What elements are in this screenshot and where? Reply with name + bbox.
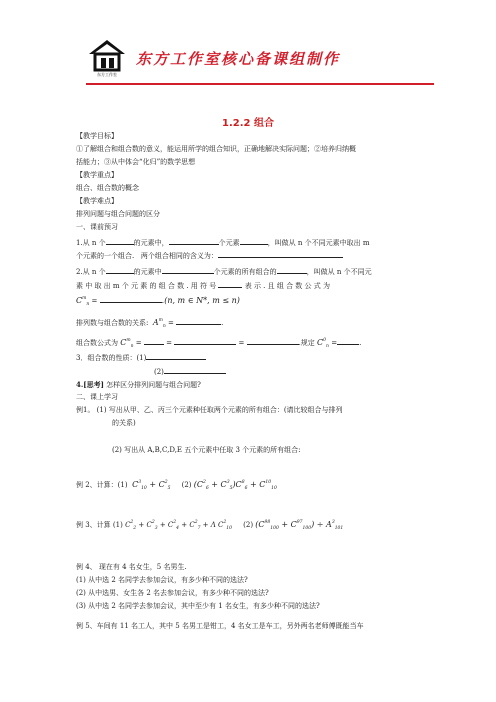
blank <box>176 317 221 325</box>
equals-sign: = <box>168 319 174 327</box>
section-heading: 【教学目标】 <box>76 132 118 140</box>
text-line: 括能力；③从中体会“化归”的数学思想 <box>76 158 196 166</box>
fill-line <box>76 237 369 248</box>
text-fragment: 素 中 取 出 m 个 元 素 的 组 合 数 . 用 符 号 <box>76 282 217 290</box>
blank <box>146 352 206 360</box>
combination-expression: $C^2_2 + C^2_3 + C^2_4 + C^2_7 + \Lambda$ $C^2_{10}$ <box>125 520 232 531</box>
equals-sign: = <box>91 297 98 305</box>
blank <box>218 280 242 288</box>
text-fragment: 个元素 <box>218 239 240 247</box>
text-fragment: 的元素中， <box>133 239 169 247</box>
text-line: 的关系) <box>112 419 136 427</box>
formula-line <box>76 518 343 533</box>
text-line: 排列问题与组合问题的区分 <box>76 210 160 218</box>
header-banner <box>86 36 436 86</box>
fill-line <box>76 250 343 261</box>
blank <box>240 237 268 245</box>
formula-line <box>76 294 240 309</box>
text-line <box>76 380 201 390</box>
section-heading: 一、课前预习 <box>76 223 118 231</box>
text-fragment: 1.从 n 个 <box>76 239 106 247</box>
text-fragment: 的元素中 <box>133 268 162 276</box>
text-line: (1) 从中选 2 名同学去参加会议，有多少种不同的选法? <box>76 576 248 584</box>
blank <box>106 237 134 245</box>
formula-line <box>76 478 277 493</box>
blank <box>218 250 343 258</box>
blank <box>106 266 134 274</box>
section-heading: 二、课上学习 <box>76 393 118 401</box>
text-line: 组合、组合数的概念 <box>76 184 139 192</box>
text-fragment: 组合数公式为 <box>76 339 118 347</box>
fill-line <box>76 266 372 277</box>
think-label: 4.[思考] <box>76 380 104 389</box>
fill-line <box>76 280 330 291</box>
text-fragment: (2) <box>243 521 254 529</box>
combination-symbol: $C^0_n$ <box>317 338 329 349</box>
blank <box>164 366 226 374</box>
combination-symbol: $C^m_n$ <box>76 296 90 307</box>
text-fragment: 怎样区分排列问题与组合问题? <box>106 381 201 389</box>
text-line: 例 4、 现在有 4 名女生，5 名男生. <box>76 563 187 571</box>
text-fragment: 排列数与组合数的关系: <box>76 319 149 327</box>
header-divider <box>86 83 434 85</box>
page-title: 1.2.2 组合 <box>222 118 274 129</box>
text-line: (3) 从中选 2 名同学去参加会议，其中至少有 1 名女生，有多少种不同的选法? <box>76 602 320 610</box>
text-fragment: 个元素的一个组合. <box>76 252 135 260</box>
text-fragment: 表 示 . 且 组 合 数 公 式 为 <box>244 282 330 290</box>
equals-sign: = <box>135 339 142 347</box>
formula-line: 排列数与组合数的关系: $A^m_n$ = . <box>76 318 224 329</box>
permutation-symbol: $A^m_n$ <box>152 318 166 329</box>
equals-sign: = <box>331 339 338 347</box>
blank <box>100 295 162 303</box>
text-line: 例 5、车间有 11 名工人，其中 5 名男工是钳工，4 名女工是车工，另外两名老师傅既能当车 <box>76 622 364 630</box>
blank <box>247 337 299 345</box>
text-fragment: 个元素的所有组合的 <box>213 268 277 276</box>
text-fragment: 例 3、计算 (1) <box>76 521 123 529</box>
fill-line <box>76 352 206 363</box>
text-fragment: (2) <box>154 368 164 376</box>
brand-title: 东方工作室核心备课组制作 <box>136 50 341 68</box>
text-line: 例1。 (1) 写出从甲、乙、丙三个元素种任取两个元素的所有组合：(请比较组合与排列 <box>76 406 343 414</box>
text-line: (2) 写出从 A,B,C,D,E 五个元素中任取 3 个元素的所有组合: <box>112 446 301 454</box>
section-heading: 【教学重点】 <box>76 171 118 179</box>
text-fragment: ，叫做从 n 个不同元 <box>306 268 372 276</box>
blank <box>337 337 359 345</box>
text-line: (2) 从中选男、女生各 2 名去参加会议，有多少种不同的选法? <box>76 589 269 597</box>
text-fragment: 例 2、计算：(1) <box>76 481 128 489</box>
blank <box>169 237 219 245</box>
text-fragment: 2.从 n 个 <box>76 268 106 276</box>
text-line: ①了解组合和组合数的意义，能运用所学的组合知识，正确地解决实际问题；②培养归纳概 <box>76 145 356 153</box>
condition-text: .(n, m ∈ N*, m ≤ n) <box>161 296 240 305</box>
text-fragment: (2) <box>181 481 192 489</box>
fill-line <box>154 366 226 377</box>
section-heading: 【教学难点】 <box>76 197 118 205</box>
blank <box>174 337 236 345</box>
combination-symbol: $C^m_n$ <box>120 338 134 349</box>
house-logo-icon <box>86 36 128 76</box>
combination-expression: $(C^{98}_{100} + C^{97}_{100}) \div A^3_{101}$ <box>255 520 344 531</box>
combination-expression: $(C^2_6 + C^3_5)C^8_6 + C^{10}_{10}$ <box>193 480 277 491</box>
text-fragment: ，叫做从 n 个不同元素中取出 m <box>267 239 370 247</box>
combination-expression: $C^3_{10} + C^2_5$ <box>132 480 171 491</box>
text-fragment: 3．组合数的性质：(1) <box>76 354 147 362</box>
blank <box>277 266 307 274</box>
formula-line: 组合数公式为 $C^m_n$ = = = .规定 $C^0_n$ = . <box>76 338 362 349</box>
logo-caption: 东方工作室 <box>97 72 117 77</box>
blank <box>144 337 164 345</box>
text-fragment: .规定 <box>298 339 315 347</box>
blank <box>162 266 214 274</box>
equals-sign: = <box>238 339 245 347</box>
text-fragment: 两个组合相同的含义为： <box>140 252 218 260</box>
equals-sign: = <box>166 339 172 347</box>
